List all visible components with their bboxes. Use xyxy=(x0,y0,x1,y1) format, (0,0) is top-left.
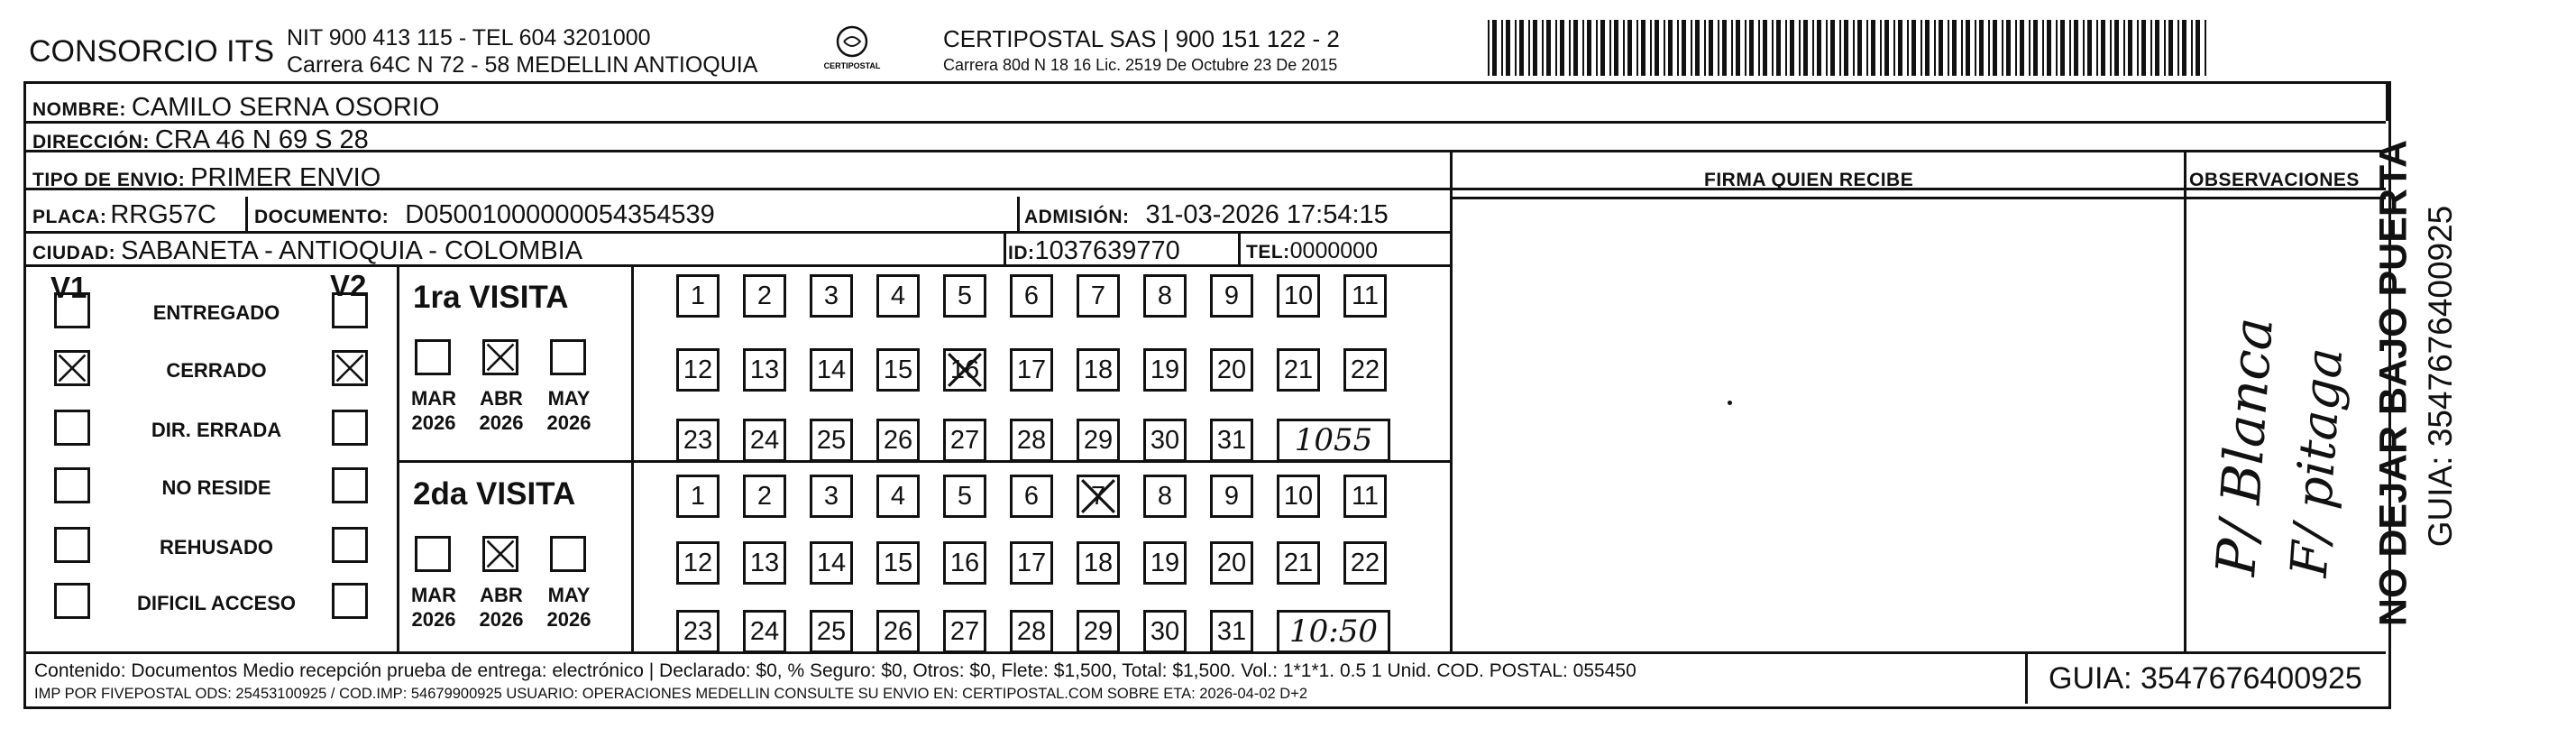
day-box-3[interactable]: 3 xyxy=(810,475,853,518)
barcode-bar xyxy=(1677,20,1679,76)
v2-checkbox-0[interactable] xyxy=(332,292,368,328)
barcode-bar xyxy=(2164,20,2166,76)
barcode-bar xyxy=(2002,20,2003,76)
day-box-21[interactable]: 21 xyxy=(1277,541,1320,585)
firma-header: FIRMA QUIEN RECIBE xyxy=(1704,170,1914,190)
placa-field: PLACA: RRG57C xyxy=(32,200,216,229)
day-box-5[interactable]: 5 xyxy=(943,475,986,518)
barcode-bar xyxy=(2060,20,2065,76)
observaciones-handwriting: P/ Blanca F/ pitaga xyxy=(2205,315,2355,579)
barcode-bar xyxy=(1884,20,1889,76)
barcode-bar xyxy=(1880,20,1882,76)
barcode-bar xyxy=(1966,20,1970,76)
barcode-bar xyxy=(1853,20,1855,76)
v1-checkbox-3[interactable] xyxy=(54,467,90,503)
barcode-bar xyxy=(1893,20,1895,76)
barcode-bar xyxy=(1907,20,1909,76)
barcode-bar xyxy=(1609,20,1611,76)
barcode-bar xyxy=(1763,20,1767,76)
day-box-11[interactable]: 11 xyxy=(1343,475,1387,518)
month-label: MAR 2026 xyxy=(410,387,457,434)
barcode-bar xyxy=(1866,20,1868,76)
status-option-label: REHUSADO xyxy=(160,536,273,558)
barcode-bar xyxy=(1772,20,1774,76)
barcode-bar xyxy=(2182,20,2186,76)
certipostal-logo xyxy=(820,22,884,76)
day-box-10[interactable]: 10 xyxy=(1277,475,1320,518)
visit-time-box[interactable]: 1055 xyxy=(1277,419,1390,462)
id-field: ID:1037639770 xyxy=(1008,236,1180,265)
barcode-bar xyxy=(2033,20,2038,76)
day-box-5[interactable]: 5 xyxy=(943,274,986,318)
day-box-11[interactable]: 11 xyxy=(1343,274,1387,318)
barcode-bar xyxy=(1799,20,1801,76)
day-box-9[interactable]: 9 xyxy=(1210,274,1253,318)
month-label: ABR 2026 xyxy=(479,584,524,631)
day-box-25[interactable]: 25 xyxy=(810,419,853,462)
status-option-label: CERRADO xyxy=(166,359,267,382)
barcode-bar xyxy=(1506,20,1510,76)
barcode-bar xyxy=(1871,20,1875,76)
barcode-bar xyxy=(1709,20,1713,76)
barcode-bar xyxy=(1776,20,1781,76)
day-box-12[interactable]: 12 xyxy=(676,348,720,392)
footer-contenido: Contenido: Documentos Medio recepción prueba de entrega: electrónico | Declarado: $0, % Seguro: $0, Otros: $0, Flete: $1,500, Total: $1,500. Vol.: 1*1*1. 0.5 1 Unid. COD. POSTAL: 055450 xyxy=(34,660,1636,681)
barcode-bar xyxy=(1488,20,1490,76)
ciudad-field: CIUDAD: SABANETA - ANTIOQUIA - COLOMBIA xyxy=(32,236,583,265)
day-box-27[interactable]: 27 xyxy=(943,610,986,653)
barcode-bar xyxy=(2137,20,2139,76)
day-box-19[interactable]: 19 xyxy=(1143,541,1187,585)
barcode-bar xyxy=(2155,20,2159,76)
barcode-bar xyxy=(1542,20,1544,76)
v2-header: V2 xyxy=(330,269,367,302)
day-box-1[interactable]: 1 xyxy=(676,475,720,518)
barcode-bar xyxy=(1596,20,1598,76)
day-box-17[interactable]: 17 xyxy=(1010,348,1053,392)
barcode-bar xyxy=(2101,20,2105,76)
barcode-bar xyxy=(1519,20,1524,76)
barcode-bar xyxy=(1952,20,1957,76)
barcode-bar xyxy=(1979,20,1984,76)
barcode-bar xyxy=(1623,20,1625,76)
day-box-9[interactable]: 9 xyxy=(1210,475,1253,518)
barcode-bar xyxy=(1790,20,1794,76)
day-box-13[interactable]: 13 xyxy=(743,348,786,392)
day-box-29[interactable]: 29 xyxy=(1077,610,1120,653)
v2-checkbox-4[interactable] xyxy=(332,527,368,563)
day-box-31[interactable]: 31 xyxy=(1210,610,1253,653)
barcode-bar xyxy=(1555,20,1557,76)
v1-checkbox-4[interactable] xyxy=(54,527,90,563)
barcode-bar xyxy=(1844,20,1848,76)
day-box-24[interactable]: 24 xyxy=(743,419,786,462)
day-box-21[interactable]: 21 xyxy=(1277,348,1320,392)
month-checkbox-abr[interactable] xyxy=(482,536,518,572)
day-box-30[interactable]: 30 xyxy=(1143,419,1187,462)
barcode-bar xyxy=(1857,20,1862,76)
barcode-bar xyxy=(2191,20,2193,76)
day-box-22[interactable]: 22 xyxy=(1343,348,1387,392)
month-label: MAY 2026 xyxy=(546,387,591,434)
visit-title-1: 1ra VISITA xyxy=(413,280,569,315)
direccion-field: DIRECCIÓN: CRA 46 N 69 S 28 xyxy=(32,125,369,154)
v2-checkbox-3[interactable] xyxy=(332,467,368,503)
day-box-3[interactable]: 3 xyxy=(810,274,853,318)
barcode-bar xyxy=(1975,20,1976,76)
barcode-bar xyxy=(1934,20,1936,76)
day-box-31[interactable]: 31 xyxy=(1210,419,1253,462)
day-box-12[interactable]: 12 xyxy=(676,541,720,585)
day-box-13[interactable]: 13 xyxy=(743,541,786,585)
day-box-19[interactable]: 19 xyxy=(1143,348,1187,392)
barcode-bar xyxy=(2150,20,2152,76)
barcode-bar xyxy=(2096,20,2098,76)
day-box-18[interactable]: 18 xyxy=(1077,348,1120,392)
admision-field: ADMISIÓN: 31-03-2026 17:54:15 xyxy=(1024,200,1389,229)
day-box-1[interactable]: 1 xyxy=(676,274,720,318)
v2-checkbox-2[interactable] xyxy=(332,410,368,446)
barcode-bar xyxy=(2083,20,2085,76)
day-box-27[interactable]: 27 xyxy=(943,419,986,462)
status-option-label: ENTREGADO xyxy=(152,301,280,324)
visit-title-2: 2da VISITA xyxy=(413,476,576,512)
barcode-bar xyxy=(1655,20,1659,76)
month-checkbox-abr[interactable] xyxy=(482,339,518,375)
day-box-17[interactable]: 17 xyxy=(1010,541,1053,585)
barcode-bar xyxy=(1641,20,1646,76)
barcode-bar xyxy=(2128,20,2132,76)
barcode-bar xyxy=(1664,20,1665,76)
day-box-29[interactable]: 29 xyxy=(1077,419,1120,462)
v2-checkbox-1[interactable] xyxy=(332,350,368,386)
day-box-7[interactable]: 7 xyxy=(1077,274,1120,318)
side-guia: GUIA: 3547676400925 xyxy=(2422,205,2459,548)
barcode-bar xyxy=(1749,20,1754,76)
day-box-25[interactable]: 25 xyxy=(810,610,853,653)
day-box-28[interactable]: 28 xyxy=(1010,610,1053,653)
barcode-bar xyxy=(2110,20,2112,76)
day-box-26[interactable]: 26 xyxy=(876,419,920,462)
month-label: MAY 2026 xyxy=(546,584,591,631)
day-box-18[interactable]: 18 xyxy=(1077,541,1120,585)
barcode-bar xyxy=(2069,20,2071,76)
day-box-28[interactable]: 28 xyxy=(1010,419,1053,462)
company-nit: NIT 900 413 115 - TEL 604 3201000 xyxy=(287,25,651,51)
side-warning: NO DEJAR BAJO PUERTA xyxy=(2371,139,2416,627)
day-box-30[interactable]: 30 xyxy=(1143,610,1187,653)
barcode-bar xyxy=(2056,20,2058,76)
company-name: CONSORCIO ITS xyxy=(29,34,275,69)
tel-field: TEL:0000000 xyxy=(1246,238,1378,263)
day-box-15[interactable]: 15 xyxy=(876,541,920,585)
observaciones-header: OBSERVACIONES xyxy=(2189,170,2360,190)
day-box-20[interactable]: 20 xyxy=(1210,541,1253,585)
visit-time-box[interactable]: 10:50 xyxy=(1277,610,1390,653)
day-box-14[interactable]: 14 xyxy=(810,348,853,392)
day-box-16[interactable]: 16 xyxy=(943,541,986,585)
barcode-bar xyxy=(2168,20,2173,76)
day-box-6[interactable]: 6 xyxy=(1010,274,1053,318)
barcode-bar xyxy=(1569,20,1571,76)
v1-checkbox-5[interactable] xyxy=(54,583,90,619)
v2-checkbox-5[interactable] xyxy=(332,583,368,619)
barcode-bar xyxy=(1898,20,1902,76)
barcode-bar xyxy=(1911,20,1916,76)
barcode-bar xyxy=(1988,20,1990,76)
barcode-bar xyxy=(2029,20,2031,76)
carrier-name: CERTIPOSTAL SAS | 900 151 122 - 2 xyxy=(943,25,1340,52)
barcode-bar xyxy=(1515,20,1517,76)
barcode-bar xyxy=(1573,20,1578,76)
barcode-bar xyxy=(1826,20,1828,76)
month-label: ABR 2026 xyxy=(479,387,524,434)
barcode-bar xyxy=(1830,20,1835,76)
barcode-bar xyxy=(1839,20,1841,76)
footer-imp: IMP POR FIVEPOSTAL ODS: 25453100925 / COD.IMP: 54679900925 USUARIO: OPERACIONES MEDELLIN CONSULTE SU ENVIO EN: CERTIPOSTAL.COM SOBRE ETA: 2026-04-02 D+2 xyxy=(34,686,1308,702)
barcode-bar xyxy=(2087,20,2092,76)
barcode-bar xyxy=(1691,20,1692,76)
day-box-24[interactable]: 24 xyxy=(743,610,786,653)
barcode-bar xyxy=(2123,20,2125,76)
barcode-bar xyxy=(1731,20,1733,76)
v1-checkbox-2[interactable] xyxy=(54,410,90,446)
barcode-bar xyxy=(2020,20,2024,76)
day-box-2[interactable]: 2 xyxy=(743,475,786,518)
day-box-15[interactable]: 15 xyxy=(876,348,920,392)
barcode-bar xyxy=(2177,20,2179,76)
barcode-bar xyxy=(1600,20,1605,76)
day-box-4[interactable]: 4 xyxy=(876,475,920,518)
month-label: MAR 2026 xyxy=(410,584,457,631)
barcode-bar xyxy=(1533,20,1537,76)
barcode-bar xyxy=(1492,20,1497,76)
barcode-bar xyxy=(1817,20,1821,76)
day-box-23[interactable]: 23 xyxy=(676,610,720,653)
month-checkbox-may[interactable] xyxy=(550,536,586,572)
barcode-bar xyxy=(2114,20,2119,76)
barcode-bar xyxy=(1722,20,1727,76)
barcode-bar xyxy=(1961,20,1963,76)
svg-text:CERTIPOSTAL: CERTIPOSTAL xyxy=(823,61,881,70)
barcode-bar xyxy=(1546,20,1551,76)
barcode-bar xyxy=(1948,20,1949,76)
day-box-7[interactable]: 7 xyxy=(1077,475,1120,518)
barcode-bar xyxy=(2006,20,2011,76)
signature-dot xyxy=(1728,401,1732,405)
status-option-label: DIR. ERRADA xyxy=(151,419,282,441)
day-box-6[interactable]: 6 xyxy=(1010,475,1053,518)
barcode-bar xyxy=(1921,20,1922,76)
footer-guia: GUIA: 3547676400925 xyxy=(2049,661,2362,696)
barcode-bar xyxy=(2074,20,2078,76)
day-box-2[interactable]: 2 xyxy=(743,274,786,318)
barcode-bar xyxy=(1636,20,1638,76)
v1-checkbox-0[interactable] xyxy=(54,292,90,328)
day-box-8[interactable]: 8 xyxy=(1143,475,1187,518)
day-box-23[interactable]: 23 xyxy=(676,419,720,462)
barcode xyxy=(1488,20,2209,76)
barcode-bar xyxy=(1682,20,1686,76)
day-box-20[interactable]: 20 xyxy=(1210,348,1253,392)
barcode-bar xyxy=(2015,20,2017,76)
barcode-bar xyxy=(2196,20,2200,76)
barcode-bar xyxy=(1785,20,1787,76)
status-option-label: DIFICIL ACCESO xyxy=(136,592,296,614)
tipo-envio-field: TIPO DE ENVIO: PRIMER ENVIO xyxy=(32,163,381,192)
barcode-bar xyxy=(1704,20,1706,76)
day-box-14[interactable]: 14 xyxy=(810,541,853,585)
v1-header: V1 xyxy=(50,271,87,304)
carrier-license: Carrera 80d N 18 16 Lic. 2519 De Octubre 23 De 2015 xyxy=(943,56,1338,74)
barcode-bar xyxy=(1560,20,1564,76)
barcode-bar xyxy=(2205,20,2206,76)
barcode-bar xyxy=(1745,20,1746,76)
barcode-bar xyxy=(1627,20,1632,76)
barcode-bar xyxy=(1501,20,1503,76)
nombre-field: NOMBRE: CAMILO SERNA OSORIO xyxy=(32,93,440,122)
v1-checkbox-1[interactable] xyxy=(54,350,90,386)
barcode-bar xyxy=(1668,20,1673,76)
barcode-bar xyxy=(1587,20,1591,76)
day-box-22[interactable]: 22 xyxy=(1343,541,1387,585)
barcode-bar xyxy=(1695,20,1700,76)
day-box-16[interactable]: 16 xyxy=(943,348,986,392)
barcode-bar xyxy=(1528,20,1530,76)
barcode-bar xyxy=(1736,20,1740,76)
month-checkbox-mar[interactable] xyxy=(415,536,451,572)
month-checkbox-mar[interactable] xyxy=(415,339,451,375)
barcode-bar xyxy=(1925,20,1930,76)
month-checkbox-may[interactable] xyxy=(550,339,586,375)
day-box-8[interactable]: 8 xyxy=(1143,274,1187,318)
barcode-bar xyxy=(1939,20,1943,76)
status-option-label: NO RESIDE xyxy=(161,476,271,499)
barcode-bar xyxy=(1812,20,1814,76)
company-address: Carrera 64C N 72 - 58 MEDELLIN ANTIOQUIA xyxy=(287,52,758,78)
barcode-bar xyxy=(2141,20,2146,76)
barcode-bar xyxy=(1758,20,1760,76)
day-box-26[interactable]: 26 xyxy=(876,610,920,653)
day-box-4[interactable]: 4 xyxy=(876,274,920,318)
day-box-10[interactable]: 10 xyxy=(1277,274,1320,318)
barcode-bar xyxy=(2042,20,2044,76)
documento-field: DOCUMENTO: D05001000000054354539 xyxy=(254,200,715,229)
barcode-bar xyxy=(1803,20,1808,76)
barcode-bar xyxy=(1582,20,1584,76)
barcode-bar xyxy=(1993,20,1997,76)
barcode-bar xyxy=(1650,20,1652,76)
barcode-bar xyxy=(2047,20,2051,76)
barcode-bar xyxy=(1614,20,1618,76)
barcode-bar xyxy=(1718,20,1719,76)
